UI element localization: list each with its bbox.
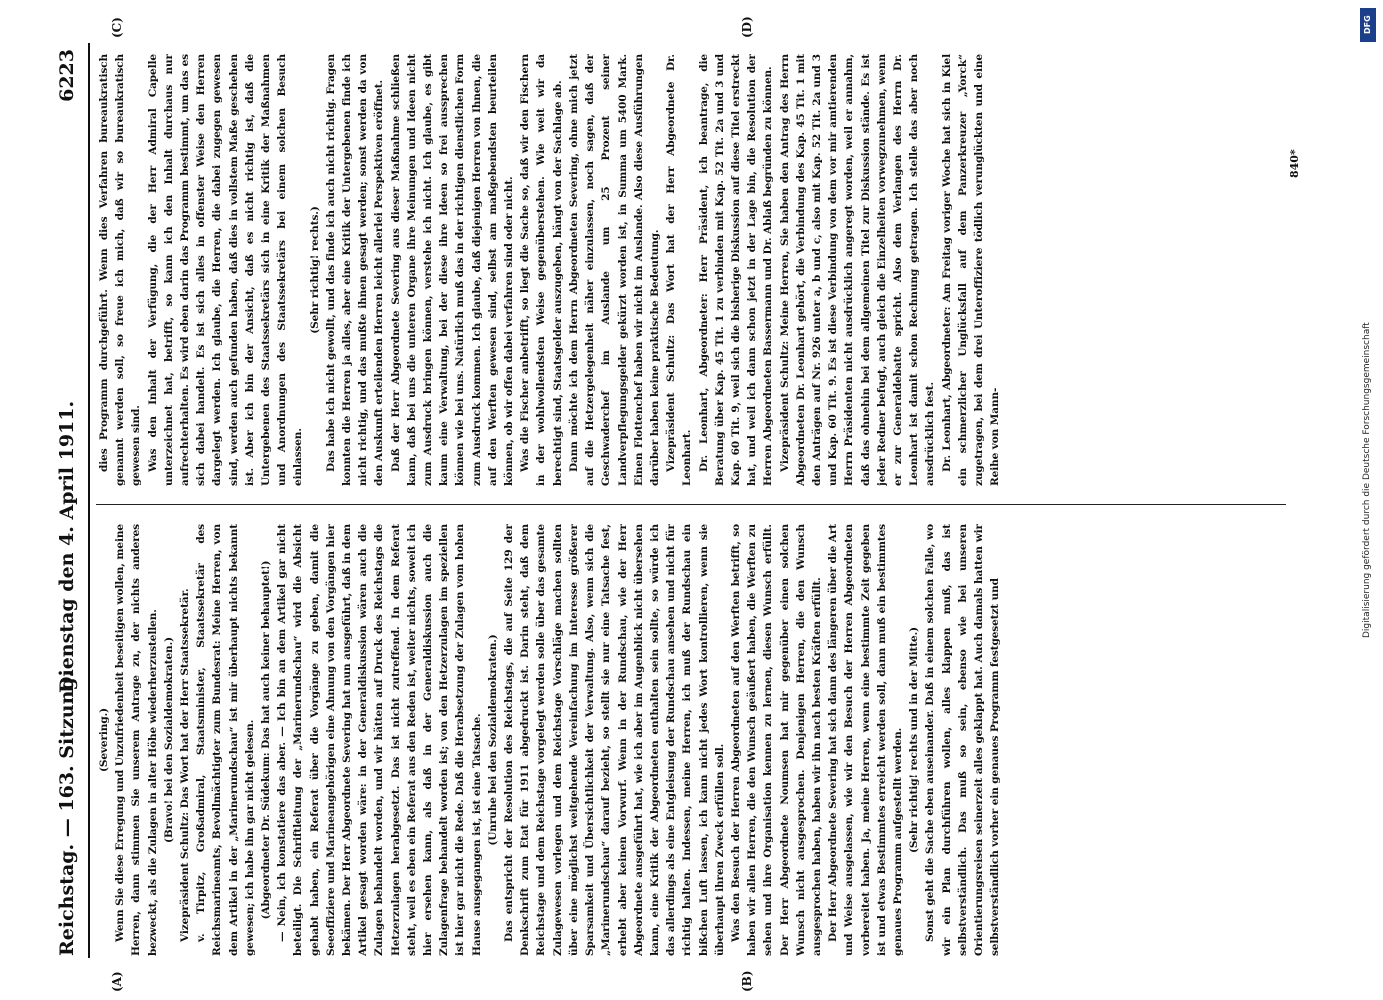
paragraph: Das habe ich nicht gewollt, und das finde ich auch nicht richtig. Fragen konnten die Herren ja alles, aber eine Kritik der Untergebenen finde ich nicht richtig, und das mußte ihnen gesagt werden; sonst werden da von den Auskunft erteilenden Herren leicht allerlei Perspektiven eröffnet. xyxy=(324,54,386,486)
margin-mark-c: (C) xyxy=(110,17,124,38)
paragraph: Dr. Leonhart, Abgeordneter: Herr Präsident, ich beantrage, die Beratung über Kap. 45 Tit. 1 zu verbinden mit Kap. 52 Tit. 2a und 3 und Kap. 60 Tit. 9, weil sich die bisherige Diskussion auf diese Titel erstreckt hat, und weil ich dann schon jetzt in der Lage bin, die Resolution der Herren Abgeordneten Bassermann und Dr. Ablaß begründen zu können. xyxy=(697,54,775,486)
paragraph: Was den Besuch der Herren Abgeordneten auf den Werften betrifft, so haben wir allen Herren, die den Wunsch geäußert haben, die Werften zu sehen und ihre Organisation kennen zu lernen, diesen Wunsch erfüllt. Der Herr Abgeordnete Noumsen hat mir gegenüber einen solchen Wunsch nicht ausgesprochen. Denjenigen Herren, die den Wunsch ausgesprochen haben, haben wir ihn nach besten Kräften erfüllt. xyxy=(729,524,823,956)
paragraph: (Sehr richtig! rechts.) xyxy=(308,206,321,334)
paragraph: Vizepräsident Schultz: Das Wort hat der Herr Staatssekretär. xyxy=(179,588,192,942)
paragraph: (Sehr richtig! rechts und in der Mitte.) xyxy=(908,626,921,854)
text-column-left xyxy=(96,524,1266,956)
paragraph: Was den Inhalt der Verfügung, die der Herr Admiral Capelle unterzeichnet hat, betrifft, so kann ich den Inhalt durchaus nur aufrechterhalten. Es wird eben darin das Programm bestimmt, um das es sich dabei handelt. Es ist sich alles in offenster Weise den Herren dargelegt werden. Ich glaube, die Herren, die dabei zugegen gewesen sind, werden auch gefunden haben, daß dies in vollstem Maße geschehen ist. Aber ich bin der Ansicht, daß es nicht richtig ist, daß die Untergebenen des Staatssekretärs sich in eine Kritik der Maßnahmen und Anordnungen des Staatssekretärs bei einem solchen Besuch einlassen. xyxy=(146,54,305,486)
funding-credit: Digitalisierung gefördert durch die Deutsche Forschungsgemeinschaft xyxy=(1362,322,1372,638)
paragraph: (Unruhe bei den Sozialdemokraten.) xyxy=(486,634,499,846)
paragraph: Vizepräsident Schultz: Das Wort hat der Herr Abgeordnete Dr. Leonhart. xyxy=(665,54,694,486)
paragraph: Was die Fischer anbetrifft, so liegt die Sache so, daß wir den Fischern in der wohlwollendsten Weise gegenüberstehen. Wie weit wir da berechtigt sind, Staatsgelder auszugeben, hängt von der Sachlage ab. xyxy=(519,54,564,486)
paragraph: v. Tirpitz, Großadmiral, Staatsminister, Staatssekretär des Reichsmarineamts, Bevollmächtigter zum Bundesrat: Meine Herren, von dem Artikel in der „Marinerundschau“ ist mir überhaupt nichts bekannt gewesen; ich habe ihn gar nicht gelesen. xyxy=(195,524,256,956)
paragraph: — Nein, ich konstatiere das aber. — Ich bin an dem Artikel gar nicht beteiligt. Die Schriftleitung der „Marinerundschau“ wird die Absicht gehabt haben, ein Referat über die Vorgänge zu geben, damit die Seeoffiziere und Marineangehörigen eine Ahnung von den Vorgängen hier bekämen. Der Herr Abgeordnete Severing hat nun ausgeführt, daß in dem Artikel gesagt worden wäre: in der Generaldiskussion wären auch die Zulagen behandelt worden, und wir hätten auf Druck des Reichstags die Hetzerzulagen herabgesetzt. Das ist nicht zutreffend. In dem Referat steht, weil es eben ein Referat aus den Reden ist, weiter nichts, soweit ich hier ersehen kann, als daß in der Generaldiskussion auch die Zulagenfrage behandelt worden ist; von den Hetzerzulagen im speziellen ist hier gar nicht die Rede. Daß die Herabsetzung der Zulagen vom hohen Hause ausgegangen ist, ist eine Tatsache. xyxy=(276,524,483,956)
column-divider xyxy=(96,504,1286,505)
paragraph: Das entspricht der Resolution des Reichstags, die auf Seite 129 der Denkschrift zum Etat für 1911 abgedruckt ist. Darin steht, daß dem Reichstage und dem Reichstage vorgelegt werden solle über das gesamte Zulagewesen vorlegen und dem Reichstage Vorschläge machen sollten über eine möglichst weitgehende Vereinfachung im Interesse größerer Sparsamkeit und Übersichtlichkeit der Verwaltung. Also, wenn sich die „Marinerundschau“ darauf bezieht, so stellt sie nur eine Tatsache fest, erhebt aber keinen Vorwurf. Wenn in der Rundschau, wie der Herr Abgeordnete ausgeführt hat, wie ich aber im Augenblick nicht übersehen kann, eine Kritik der Abgeordneten enthalten sein sollte, so würde ich das allerdings als eine Entgleisung der Rundschau ansehen und nicht für richtig halten. Indessen, meine Herren, ich muß der Rundschau ein bißchen Luft lassen, ich kann nicht jedes Wort kontrollieren, wenn sie überhaupt ihren Zweck erfüllen soll. xyxy=(503,524,726,956)
footer-number: 840* xyxy=(1288,149,1301,178)
paragraph: Wenn Sie diese Erregung und Unzufriedenheit beseitigen wollen, meine Herren, dann stimmen Sie unserem Antrage zu, der nichts anderes bezweckt, als die Zulagen in alter Höhe wiederherzustellen. xyxy=(114,524,159,956)
paragraph: Daß der Herr Abgeordnete Severing aus dieser Maßnahme schließen kann, daß bei uns die unteren Organe ihre Meinungen und Ideen nicht zum Ausdruck bringen können, verstehe ich nicht. Ich glaube, es gibt kaum eine Verwaltung, bei der diese ihre Ideen so frei aussprechen können wie bei uns. Natürlich muß das in der richtigen dienstlichen Form zum Ausdruck kommen. Ich glaube, daß diejenigen Herren von Ihnen, die auf den Werften gewesen sind, selbst am maßgebendsten beurteilen können, ob wir offen dabei verfahren sind oder nicht. xyxy=(389,54,516,486)
paragraph: Vizepräsident Schultz: Meine Herren, Sie haben den Antrag des Herrn Abgeordneten Dr. Leonhart gehört, die Verbindung des Kap. 45 Tit. 1 mit den Anträgen auf Nr. 926 unter a, b und c, also mit Kap. 52 Tit. 2a und 3 und Kap. 60 Tit. 9. Es ist diese Verbindung von dem vor mir amtierenden Herrn Präsidenten nicht ausdrücklich angeregt worden, weil er annahm, daß das ohnehin bei dem allgemeinen Titel zur Diskussion stände. Es ist jeder Redner befugt, auch gleich die Einzelheiten vorwegzunehmen, wenn er zur Generaldebatte spricht. Also dem Verlangen des Herrn Dr. Leonhart ist damit schon Rechnung getragen. Ich stelle das aber noch ausdrücklich fest. xyxy=(778,54,937,486)
paragraph: Dr. Leonhart, Abgeordneter: Am Freitag voriger Woche hat sich in Kiel ein schmerzlicher Unglücksfall auf dem Panzerkreuzer „Yorck“ zugetragen, bei dem drei Unteroffiziere tödlich verunglückten und eine Reihe von Mann- xyxy=(940,54,1002,486)
text-column-right xyxy=(96,54,1266,486)
paragraph: Sonst geht die Sache eben auseinander. Daß in einem solchen Falle, wo wir ein Plan durchführen wollen, alles klappen muß, das ist selbstverständlich. Das muß so sein, ebenso wie bei unseren Orientierungsreisen seinerzeit alles geklappt hat. Auch damals hatten wir selbstverständlich vorher ein genaues Programm festgesetzt und xyxy=(924,524,1002,956)
paragraph: (Severing.) xyxy=(98,707,110,773)
running-header xyxy=(50,43,90,958)
page-number: 6223 xyxy=(56,49,78,102)
paragraph: Der Herr Abgeordnete Severing hat sich dann des längeren über die Art und Weise ausgelassen, wie wir den Besuch der Herren Abgeordneten vorbereitet haben. Ja, meine Herren, wenn eine bestimmte Zeit gegeben ist und etwas Bestimmtes erreicht werden soll, dann muß ein bestimmtes genaues Programm aufgestellt werden. xyxy=(827,524,904,956)
dfg-logo: DFG xyxy=(1360,8,1376,42)
header-rule xyxy=(88,43,90,958)
paragraph: Dann möchte ich dem Herrn Abgeordneten Severing, ohne mich jetzt auf die Hetzergelegenheit näher einzulassen, noch sagen, daß der Geschwaderchef im Auslande um 25 Prozent seiner Landverpflegungsgelder gekürzt worden ist, in Summa um 5400 Mark. Einen Flottenchef haben wir nicht im Auslande. Also diese Ausführungen darüber haben keine praktische Bedeutung. xyxy=(567,54,661,486)
paragraph: dies Programm durchgeführt. Wenn dies Verfahren bureaukratisch genannt werden soll, so freue ich mich, daß wir so bureaukratisch gewesen sind. xyxy=(98,54,143,486)
margin-mark-b: (B) xyxy=(740,970,754,992)
paragraph: (Abgeordneter Dr. Südekum: Das hat auch keiner behauptet!) xyxy=(260,560,273,920)
paragraph: (Bravo! bei den Sozialdemokraten.) xyxy=(162,637,175,843)
margin-mark-a: (A) xyxy=(110,971,124,992)
margin-mark-d: (D) xyxy=(740,16,754,38)
header-left: Reichstag. — 163. Sitzung. xyxy=(56,670,78,956)
header-date: Dienstag den 4. April 1911. xyxy=(56,400,78,693)
